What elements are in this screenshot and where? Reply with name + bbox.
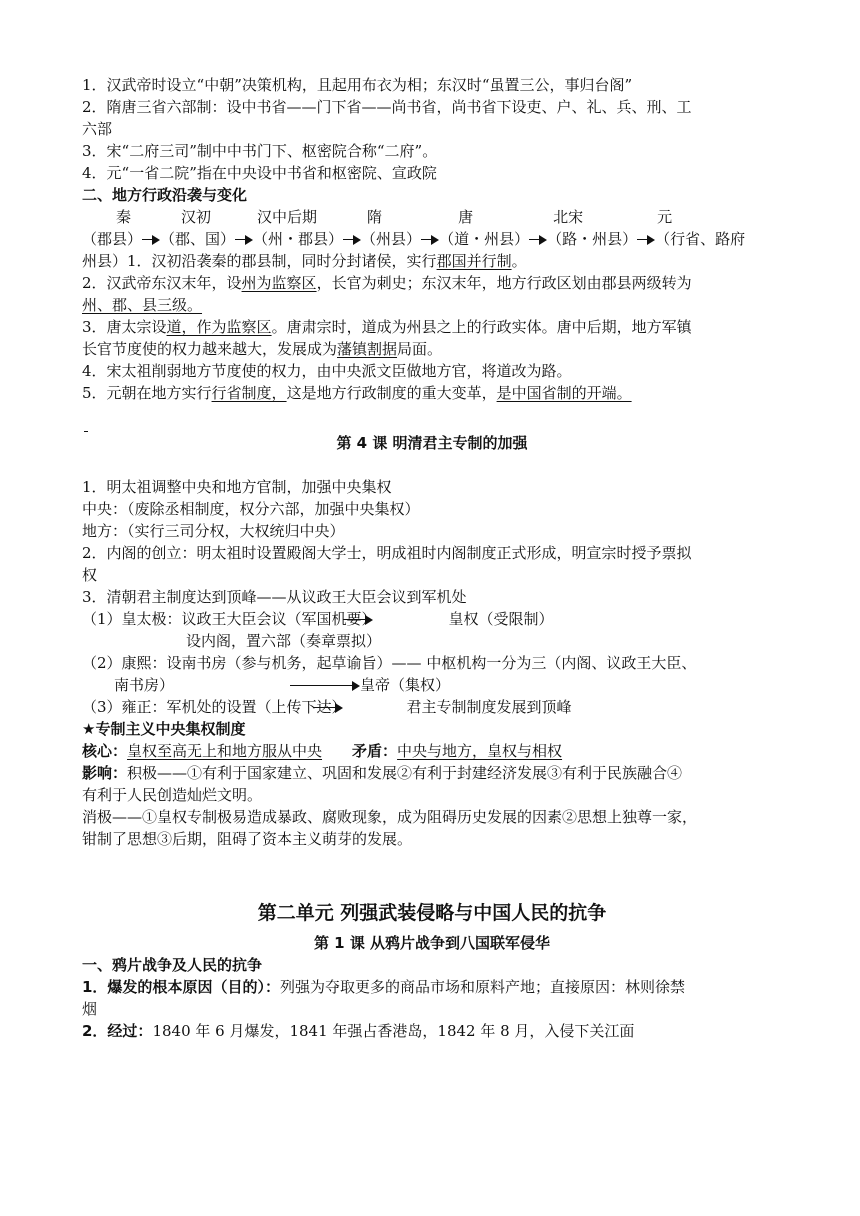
lesson-title: 第 4 课 明清君主专制的加强 [336,434,528,452]
text-line: 烟 [82,1000,98,1018]
text-line [82,1020,782,1042]
underlined-term: 州、郡、县三级。 [82,296,203,314]
admin-chain [82,228,782,250]
text-line: 2．内阁的创立：明太祖时设置殿阁大学士，明成祖时内阁制度正式形成，明宣宗时授予票拟 [82,544,692,562]
label: 矛盾： [352,742,398,760]
text-line: 六部 [82,120,113,138]
dynasty-label: 北宋 [553,208,584,226]
text-line: 地方：（实行三司分权，大权统归中央） [82,522,345,540]
label: 影响： [82,764,128,782]
text-span: 南书房） [114,676,175,694]
text-span: 这是地方行政制度的重大变革， [286,384,497,402]
text-line [82,608,782,630]
text-span: 君主专制制度发展到顶峰 [406,698,572,716]
unit-title: 第二单元 列强武装侵略与中国人民的抗争 [257,902,607,924]
dynasty-label: 汉初 [181,208,212,226]
text-line: 4．元“一省二院”指在中央设中书省和枢密院、宣政院 [82,164,437,182]
section-heading-opium: 一、鸦片战争及人民的抗争 [82,956,263,974]
text-span: 1840 年 6 月爆发，1841 年强占香港岛，1842 年 8 月，入侵下关江面 [152,1022,635,1040]
label: 核心： [82,742,128,760]
chain-tail: 州县） [82,252,128,270]
text-span: 2．汉武帝东汉末年，设 [82,274,242,292]
underlined-term: 藩镇割据 [337,340,398,358]
text-line: （2）康熙：设南书房（参与机务，起草谕旨）—— 中枢机构一分为三（内阁、议政王大臣、 [82,654,697,672]
dynasty-label: 秦 [116,208,132,226]
text-span: 皇帝（集权） [360,676,451,694]
dynasty-label: 唐 [458,208,474,226]
stray-dash [84,431,88,432]
arrow-icon [235,235,253,245]
text-span: 设内阁，置六部（奏章票拟） [186,632,382,650]
section-heading-local: 二、地方行政沿袭与变化 [82,186,248,204]
text-span: 。 [511,252,527,270]
text-line: 3．宋“二府三司”制中中书门下、枢密院合称“二府”。 [82,142,438,160]
text-line: 3．清朝君主制度达到顶峰——从议政王大臣会议到军机处 [82,588,467,606]
text-line: 权 [82,566,98,584]
text-line [82,740,782,762]
chain-item: （郡县） [82,230,143,248]
text-line: 2．隋唐三省六部制：设中书省——门下省——尚书省，尚书省下设吏、户、礼、兵、刑、工 [82,98,692,116]
dynasty-label: 汉中后期 [257,208,318,226]
text-line [82,382,782,404]
text-line [82,250,782,272]
text-line: 有利于人民创造灿烂文明。 [82,786,263,804]
section-heading-star: ★专制主义中央集权制度 [82,720,246,738]
chain-item: （路・州县） [547,230,638,248]
text-span: 1．汉初沿袭秦的郡县制，同时分封诸侯，实行 [127,252,437,270]
underlined-term: 郡国并行制 [436,252,512,270]
text-line: 钳制了思想③后期，阻碍了资本主义萌芽的发展。 [82,830,413,848]
dynasty-row [82,206,782,228]
text-span: 5．元朝在地方实行 [82,384,212,402]
text-line [82,674,782,696]
underlined-term: 州为监察区 [241,274,317,292]
text-line: 1．明太祖调整中央和地方官制，加强中央集权 [82,478,392,496]
chain-item: （行省、路府 [655,230,746,248]
underlined-term: 道，作为监察区 [166,318,272,336]
text-span: 列强为夺取更多的商品市场和原料产地；直接原因：林则徐禁 [279,978,685,996]
text-span: （1）皇太极：议政王大臣会议（军国机要） [82,610,377,628]
text-line [82,294,782,316]
underlined-term: 是中国省制的开端。 [496,384,632,402]
arrow-icon [313,703,343,713]
text-line: 中央：（废除丞相制度，权分六部，加强中央集权） [82,500,420,518]
text-line: 1．汉武帝时设立“中朝”决策机构，且起用布衣为相；东汉时“虽置三公，事归台阁” [82,76,633,94]
text-line: 4．宋太祖削弱地方节度使的权力，由中央派文臣做地方官，将道改为路。 [82,362,572,380]
arrow-icon [637,235,655,245]
text-line [82,316,782,338]
dynasty-label: 元 [657,208,673,226]
lesson-title: 第 1 课 从鸦片战争到八国联军侵华 [313,934,551,952]
label: 2．经过： [82,1022,153,1040]
text-line [82,338,782,360]
underlined-term: 皇权至高无上和地方服从中央 [127,742,323,760]
chain-item: （州・郡县） [253,230,344,248]
arrow-icon [421,235,439,245]
text-span: 长官节度使的权力越来越大，发展成为 [82,340,338,358]
label: 1．爆发的根本原因（目的）： [82,978,280,996]
text-span: （3）雍正：军机处的设置（上传下达） [82,698,347,716]
arrow-icon [343,235,361,245]
underlined-term: 行省制度， [211,384,287,402]
chain-item: （郡、国） [160,230,236,248]
text-span: ，长官为刺史；东汉末年，地方行政区划由郡县两级转为 [316,274,692,292]
text-line [82,630,782,652]
underlined-term: 中央与地方，皇权与相权 [397,742,563,760]
text-span: 3．唐太宗设 [82,318,167,336]
text-span: 。唐肃宗时，道成为州县之上的行政实体。唐中后期，地方军镇 [271,318,692,336]
chain-item: （道・州县） [439,230,530,248]
arrow-icon [290,681,360,691]
document-page [82,74,782,1042]
arrow-icon [142,235,160,245]
text-span: 局面。 [397,340,443,358]
arrow-icon [529,235,547,245]
text-line [82,272,782,294]
text-line [82,762,782,784]
text-line [82,976,782,998]
text-line [82,696,782,718]
text-span: 积极——①有利于国家建立、巩固和发展②有利于封建经济发展③有利于民族融合④ [127,764,683,782]
arrow-icon [343,615,373,625]
dynasty-label: 隋 [367,208,383,226]
text-line: 消极——①皇权专制极易造成暴政、腐败现象，成为阻碍历史发展的因素②思想上独尊一家， [82,808,698,826]
chain-item: （州县） [361,230,422,248]
text-span: 皇权（受限制） [448,610,554,628]
